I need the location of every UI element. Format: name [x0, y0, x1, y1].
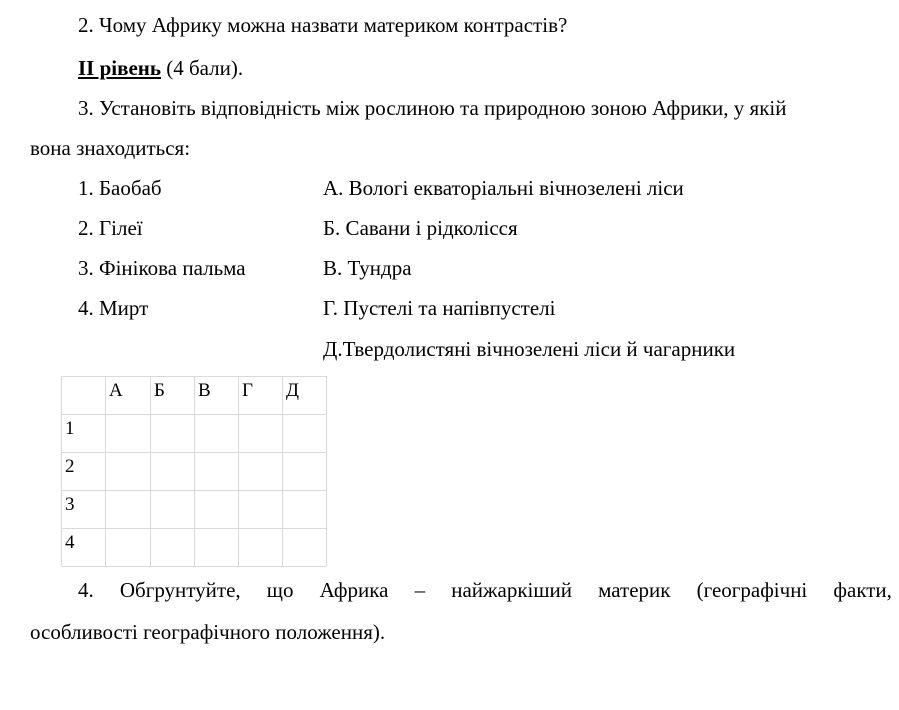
grid-row-label: 3 — [62, 491, 106, 529]
question-3-line-1: 3. Установіть відповідність між рослиною та природною зоною Африки, у якій — [78, 96, 787, 120]
grid-header-cell: Г — [239, 377, 283, 415]
level-heading — [78, 56, 243, 80]
grid-cell[interactable] — [239, 453, 283, 491]
grid-header-row — [62, 377, 327, 415]
grid-cell[interactable] — [283, 453, 327, 491]
grid-cell[interactable] — [106, 453, 151, 491]
grid-cell[interactable] — [239, 491, 283, 529]
grid-cell[interactable] — [151, 415, 195, 453]
q4-word: найжаркіший — [451, 578, 573, 602]
grid-cell[interactable] — [106, 491, 151, 529]
table-row — [62, 529, 327, 567]
grid-cell[interactable] — [106, 415, 151, 453]
zone-item: А. Вологі екваторіальні вічнозелені ліси — [323, 176, 684, 200]
grid-cell[interactable] — [283, 491, 327, 529]
zone-item: Г. Пустелі та напівпустелі — [323, 296, 556, 320]
q4-word: (географічні — [696, 578, 808, 602]
grid-header-cell: А — [106, 377, 151, 415]
plant-item: 2. Гілеї — [78, 216, 143, 240]
q4-word: – — [414, 578, 426, 602]
grid-cell[interactable] — [283, 529, 327, 567]
zone-item: Д.Твердолистяні вічнозелені ліси й чагарники — [323, 337, 736, 361]
grid-cell[interactable] — [239, 415, 283, 453]
zone-item: Б. Савани і рідколісся — [323, 216, 518, 240]
grid-row-label: 2 — [62, 453, 106, 491]
q4-word: Обгрунтуйте, — [119, 578, 241, 602]
grid-header-cell: Д — [283, 377, 327, 415]
grid-cell[interactable] — [151, 529, 195, 567]
table-row — [62, 453, 327, 491]
q4-word: Африка — [319, 578, 389, 602]
grid-cell[interactable] — [195, 415, 239, 453]
q4-word: факти, — [833, 578, 892, 602]
zone-item: В. Тундра — [323, 256, 412, 280]
grid-cell[interactable] — [106, 529, 151, 567]
answer-grid — [61, 376, 327, 567]
q4-word: що — [266, 578, 294, 602]
grid-cell[interactable] — [283, 415, 327, 453]
question-4-line-2: особливості географічного положення). — [30, 620, 386, 644]
grid-row-label: 4 — [62, 529, 106, 567]
grid-cell[interactable] — [195, 491, 239, 529]
question-2: 2. Чому Африку можна назвати материком контрастів? — [78, 13, 568, 37]
grid-header-cell: Б — [151, 377, 195, 415]
grid-cell[interactable] — [151, 491, 195, 529]
question-3-line-2: вона знаходиться: — [30, 136, 191, 160]
plant-item: 1. Баобаб — [78, 176, 162, 200]
grid-cell[interactable] — [239, 529, 283, 567]
q4-word: материк — [598, 578, 671, 602]
table-row — [62, 415, 327, 453]
grid-cell[interactable] — [151, 453, 195, 491]
grid-header-cell: В — [195, 377, 239, 415]
plant-item: 3. Фінікова пальма — [78, 256, 246, 280]
grid-corner-cell — [62, 377, 106, 415]
question-4-line-1 — [30, 578, 892, 602]
q4-word: 4. — [78, 578, 94, 602]
level-points: (4 бали). — [160, 56, 244, 80]
table-row — [62, 491, 327, 529]
grid-row-label: 1 — [62, 415, 106, 453]
plant-item: 4. Мирт — [78, 296, 149, 320]
level-label: ІІ рівень — [78, 56, 161, 80]
grid-cell[interactable] — [195, 453, 239, 491]
grid-cell[interactable] — [195, 529, 239, 567]
